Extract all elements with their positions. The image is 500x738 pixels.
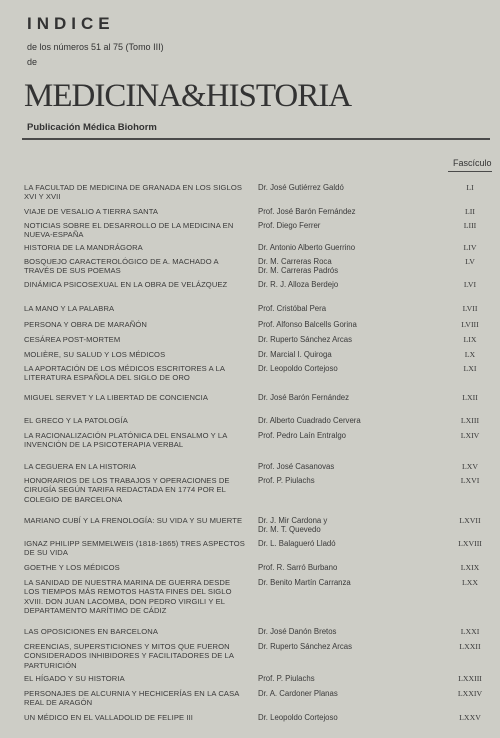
publisher-line: Publicación Médica Biohorm: [27, 122, 157, 133]
fasciculo-number: LXVII: [459, 516, 481, 525]
article-author: Dr. A. Cardoner Planas: [258, 689, 338, 698]
article-title: UN MÉDICO EN EL VALLADOLID DE FELIPE III: [24, 713, 193, 722]
fasciculo-underline: [448, 171, 492, 172]
article-title: EL GRECO Y LA PATOLOGÍA: [24, 416, 128, 425]
fasciculo-number: LXIX: [460, 563, 480, 572]
article-title: LA APORTACIÓN DE LOS MÉDICOS ESCRITORES A LA LITERATURA ESPAÑOLA DEL SIGLO DE ORO: [24, 364, 225, 383]
article-title: PERSONA Y OBRA DE MARAÑÓN: [24, 320, 147, 329]
article-author: Dr. J. Mir Cardona y Dr. M. T. Quevedo: [258, 516, 328, 535]
fasciculo-number: LVII: [462, 304, 478, 313]
fasciculo-number: LXVI: [460, 476, 480, 485]
article-author: Prof. Diego Ferrer: [258, 221, 321, 230]
fasciculo-number: LXVIII: [458, 539, 482, 548]
article-title: MARIANO CUBÍ Y LA FRENOLOGÍA: SU VIDA Y SU MUERTE: [24, 516, 243, 525]
article-author: Prof. José Barón Fernández: [258, 207, 356, 216]
fasciculo-number: LVIII: [461, 320, 479, 329]
fasciculo-number: LXXIII: [458, 674, 482, 683]
article-title: NOTICIAS SOBRE EL DESARROLLO DE LA MEDICINA EN NUEVA-ESPAÑA: [24, 221, 234, 240]
article-title: MIGUEL SERVET Y LA LIBERTAD DE CONCIENCIA: [24, 393, 209, 402]
article-title: PERSONAJES DE ALCURNIA Y HECHICERÍAS EN LA CASA REAL DE ARAGÓN: [24, 689, 240, 708]
article-title: HONORARIOS DE LOS TRABAJOS Y OPERACIONES DE CIRUGÍA SEGÚN TARIFA REDACTADA EN 1774 POR EL COLEGIO DE BARCELONA: [24, 476, 230, 504]
article-author: Dr. Antonio Alberto Guerrino: [258, 243, 356, 252]
article-title: LA MANO Y LA PALABRA: [24, 304, 115, 313]
fasciculo-number: LXV: [461, 462, 479, 471]
fasciculo-number: LIV: [463, 243, 477, 252]
article-author: Dr. José Gutiérrez Galdó: [258, 183, 344, 192]
page-title: INDICE: [27, 14, 115, 33]
header-divider: [22, 138, 490, 140]
fasciculo-number: LXIV: [460, 431, 480, 440]
fasciculo-number: LXIII: [460, 416, 480, 425]
article-title: LAS OPOSICIONES EN BARCELONA: [24, 627, 159, 636]
brand-logo: MEDICINA&HISTORIA: [24, 78, 352, 114]
article-author: Dr. L. Balagueró Lladó: [258, 539, 336, 548]
article-author: Dr. Ruperto Sánchez Arcas: [258, 335, 353, 344]
article-author: Dr. Ruperto Sánchez Arcas: [258, 642, 353, 651]
article-title: CESÁREA POST-MORTEM: [24, 335, 121, 344]
article-title: LA SANIDAD DE NUESTRA MARINA DE GUERRA DESDE LOS TIEMPOS MÁS REMOTOS HASTA FINES DEL SIGLO XVIII. DON JUAN LACOMBA, DON PEDRO VIRGILI Y EL DEPARTAMENTO MARÍTIMO DE CÁDIZ: [24, 578, 232, 616]
fasciculo-number: LXXII: [459, 642, 481, 651]
article-author: Dr. R. J. Alloza Berdejo: [258, 280, 339, 289]
article-author: Dr. José Barón Fernández: [258, 393, 350, 402]
article-author: Prof. José Casanovas: [258, 462, 335, 471]
fasciculo-header: Fascículo: [453, 158, 492, 168]
article-title: LA CEGUERA EN LA HISTORIA: [24, 462, 137, 471]
article-author: Prof. R. Sarró Burbano: [258, 563, 338, 572]
article-title: HISTORIA DE LA MANDRÁGORA: [24, 243, 143, 252]
fasciculo-number: LXXIV: [457, 689, 483, 698]
article-title: IGNAZ PHILIPP SEMMELWEIS (1818-1865) TRES ASPECTOS DE SU VIDA: [24, 539, 245, 558]
article-title: EL HÍGADO Y SU HISTORIA: [24, 674, 125, 683]
article-title: DINÁMICA PSICOSEXUAL EN LA OBRA DE VELÁZQUEZ: [24, 280, 228, 289]
fasciculo-number: LI: [466, 183, 474, 192]
fasciculo-number: LIII: [463, 221, 477, 230]
article-title: VIAJE DE VESALIO A TIERRA SANTA: [24, 207, 159, 216]
article-author: Dr. Leopoldo Cortejoso: [258, 364, 338, 373]
article-title: GOETHE Y LOS MÉDICOS: [24, 563, 120, 572]
article-author: Dr. Benito Martín Carranza: [258, 578, 351, 587]
fasciculo-number: LII: [465, 207, 475, 216]
article-author: Dr. Leopoldo Cortejoso: [258, 713, 338, 722]
article-author: Prof. Cristóbal Pera: [258, 304, 327, 313]
fasciculo-number: LXXI: [460, 627, 480, 636]
article-author: Dr. José Danón Bretos: [258, 627, 337, 636]
article-title: BOSQUEJO CARACTEROLÓGICO DE A. MACHADO A TRAVÉS DE SUS POEMAS: [24, 257, 219, 276]
volume-subtitle: de los números 51 al 75 (Tomo III): [27, 42, 164, 52]
article-author: Prof. P. Piulachs: [258, 476, 315, 485]
fasciculo-number: LIX: [463, 335, 477, 344]
article-title: CREENCIAS, SUPERSTICIONES Y MITOS QUE FUERON CONSIDERADOS INHIBIDORES Y FACILITADORES DE LA PARTURICIÓN: [24, 642, 234, 670]
subtitle-de: de: [27, 57, 38, 67]
article-author: Prof. Alfonso Balcells Gorina: [258, 320, 357, 329]
article-title: LA FACULTAD DE MEDICINA DE GRANADA EN LOS SIGLOS XVI Y XVII: [24, 183, 243, 202]
article-title: LA RACIONALIZACIÓN PLATÓNICA DEL ENSALMO Y LA INVENCIÓN DE LA PSICOTERAPIA VERBAL: [24, 431, 227, 450]
fasciculo-number: LX: [464, 350, 476, 359]
article-author: Prof. P. Piulachs: [258, 674, 315, 683]
fasciculo-number: LXXV: [459, 713, 481, 722]
article-author: Prof. Pedro Laín Entralgo: [258, 431, 346, 440]
fasciculo-number: LXI: [463, 364, 477, 373]
article-author: Dr. Alberto Cuadrado Cervera: [258, 416, 361, 425]
fasciculo-number: LXX: [461, 578, 479, 587]
fasciculo-number: LV: [465, 257, 475, 266]
fasciculo-number: LXII: [462, 393, 478, 402]
fasciculo-number: LVI: [463, 280, 477, 289]
article-author: Dr. Marcial I. Quiroga: [258, 350, 332, 359]
article-title: MOLIÈRE, SU SALUD Y LOS MÉDICOS: [24, 350, 166, 359]
article-author: Dr. M. Carreras Roca Dr. M. Carreras Padrós: [258, 257, 339, 276]
